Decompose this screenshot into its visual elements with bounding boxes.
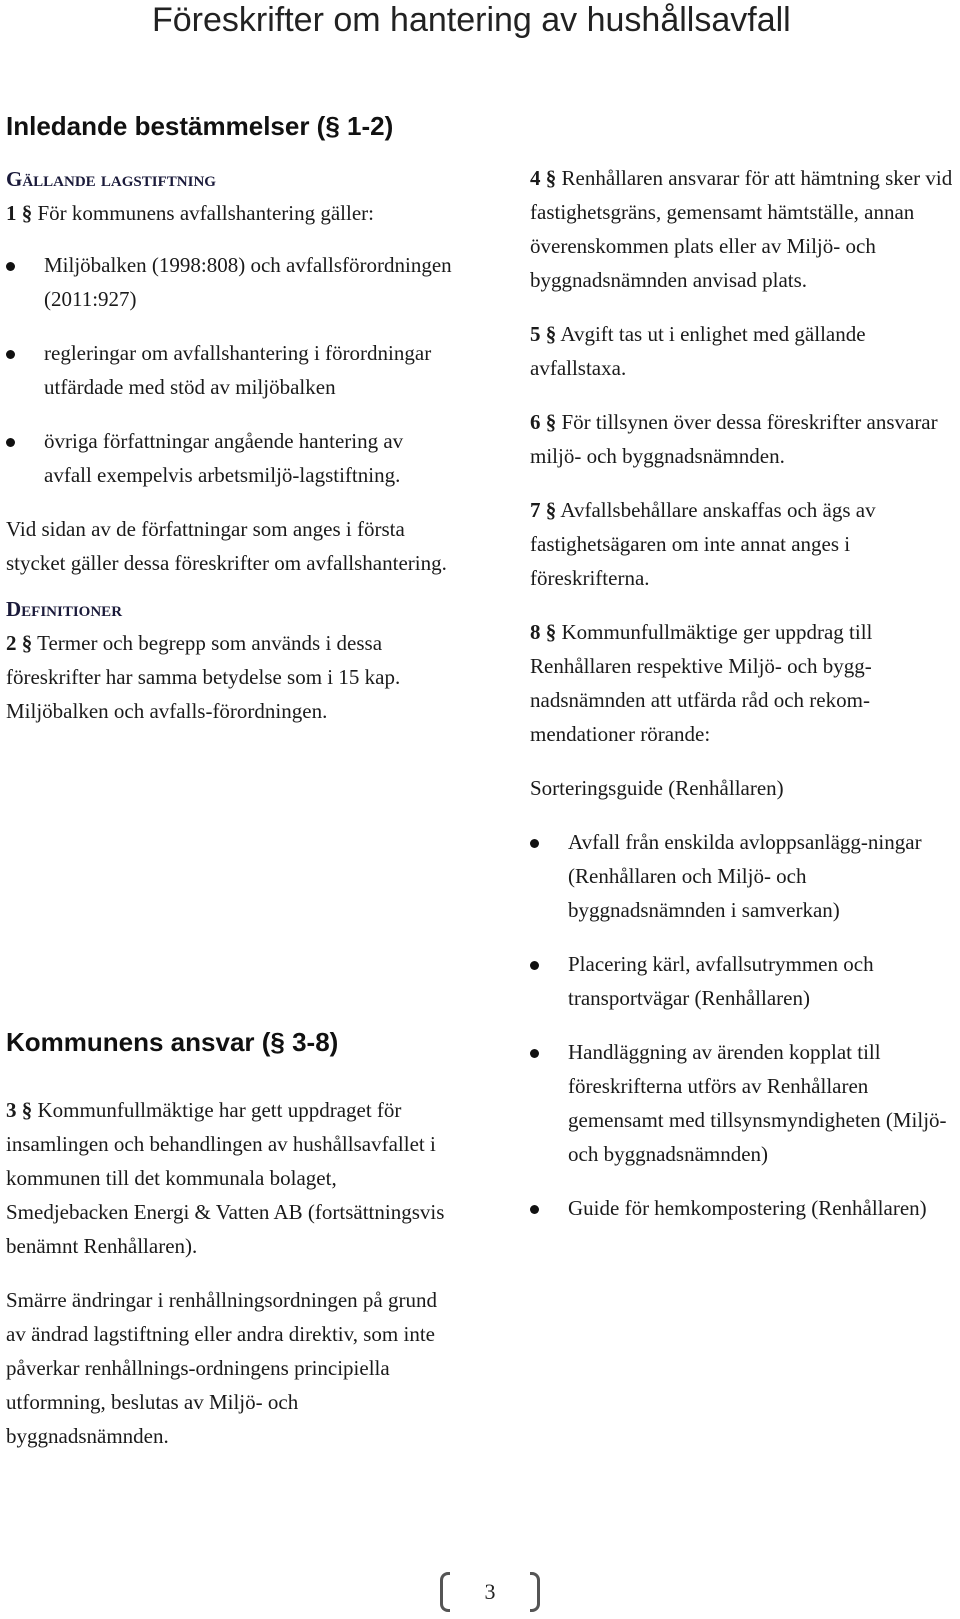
page-number-box: [440, 1572, 540, 1616]
bullet-icon: [530, 1049, 539, 1058]
bullet-list-rad: [530, 825, 955, 1225]
list-item: Handläggning av ärenden kopplat till föreskrifterna utförs av Renhållaren gemensamt med tillsynsmyndigheten (Miljö- och byggnadsnämnden): [530, 1035, 955, 1171]
paragraph-text: Avgift tas ut i enlighet med gällande avfallstaxa.: [530, 322, 866, 380]
list-item: Miljöbalken (1998:808) och avfallsförordningen (2011:927): [6, 248, 456, 316]
paragraph-number: 4 §: [530, 166, 557, 190]
page-number: 3: [484, 1579, 496, 1604]
paragraph-smarre-andringar: Smärre ändringar i renhållningsordningen på grund av ändrad lagstiftning eller andra direktiv, som inte påverkar renhållnings-ordningens principiella utformning, beslutas av Miljö- och byggnadsnämnden.: [6, 1288, 437, 1448]
bullet-list-lagstiftning: [6, 248, 456, 492]
paragraph-number: 6 §: [530, 410, 557, 434]
paragraph-text: För tillsynen över dessa föreskrifter ansvarar miljö- och byggnadsnämnden.: [530, 410, 938, 468]
paragraph-text: Avfallsbehållare anskaffas och ägs av fastighetsägaren om inte annat anges i föreskrifterna.: [530, 498, 876, 590]
paragraph-number: 2 §: [6, 631, 33, 655]
right-bracket-icon: [530, 1572, 540, 1612]
bullet-icon: [6, 350, 15, 359]
bullet-icon: [530, 1205, 539, 1214]
bullet-icon: [6, 262, 15, 271]
paragraph-8: [530, 615, 955, 751]
paragraph-sorteringsguide: Sorteringsguide (Renhållaren): [530, 776, 784, 800]
list-item: Avfall från enskilda avloppsanlägg-ningar (Renhållaren och Miljö- och byggnadsnämnden i samverkan): [530, 825, 955, 927]
paragraph-text: Termer och begrepp som används i dessa föreskrifter har samma betydelse som i 15 kap. Miljöbalken och avfalls-förordningen.: [6, 631, 401, 723]
paragraph-number: 3 §: [6, 1098, 33, 1122]
section-heading-kommunens-ansvar: Kommunens ansvar (§ 3-8): [6, 1027, 339, 1057]
paragraph-text: Kommunfullmäktige har gett uppdraget för insamlingen och behandlingen av hushållsavfallet i kommunen till det kommunala bolaget, Smedjebacken Energi & Vatten AB (fortsättningsvis benämnt Renhållaren).: [6, 1098, 445, 1258]
paragraph-number: 7 §: [530, 498, 557, 522]
paragraph-number: 1 §: [6, 201, 33, 225]
paragraph-2: [6, 626, 456, 728]
paragraph-number: 5 §: [530, 322, 557, 346]
paragraph-6: [530, 405, 955, 473]
paragraph-5: [530, 317, 955, 385]
subheading-gallande-lagstiftning: Gällande lagstiftning: [6, 167, 216, 191]
list-item: regleringar om avfallshantering i förordningar utfärdade med stöd av miljöbalken: [6, 336, 456, 404]
paragraph-7: [530, 493, 955, 595]
paragraph-text: Kommunfullmäktige ger uppdrag till Renhållaren respektive Miljö- och bygg-nadsnämnden att utfärda råd och rekom-mendationer rörande:: [530, 620, 873, 746]
bullet-icon: [530, 839, 539, 848]
right-column: [530, 161, 955, 1225]
paragraph-text: För kommunens avfallshantering gäller:: [32, 201, 375, 225]
subheading-definitioner: Definitioner: [6, 597, 123, 621]
list-item: Guide för hemkompostering (Renhållaren): [530, 1191, 955, 1225]
paragraph-number: 8 §: [530, 620, 557, 644]
paragraph-1: [6, 196, 456, 230]
list-item: övriga författningar angående hantering av avfall exempelvis arbetsmiljö-lagstiftning.: [6, 424, 456, 492]
page-title: Föreskrifter om hantering av hushållsavfall: [152, 1, 791, 39]
paragraph-text: Renhållaren ansvarar för att hämtning sker vid fastighetsgräns, gemensamt hämtställe, annan överenskommen plats eller av Miljö- och byggnadsnämnden anvisad plats.: [530, 166, 953, 292]
left-column-lower: [6, 1093, 456, 1453]
list-item: Placering kärl, avfallsutrymmen och transportvägar (Renhållaren): [530, 947, 955, 1015]
paragraph-vid-sidan: Vid sidan av de författningar som anges i första stycket gäller dessa föreskrifter om avfallshantering.: [6, 517, 447, 575]
section-heading-inledande: Inledande bestämmelser (§ 1-2): [6, 111, 394, 141]
left-column: [6, 110, 456, 728]
paragraph-3: [6, 1093, 456, 1263]
paragraph-4: [530, 161, 955, 297]
bullet-icon: [6, 438, 15, 447]
bullet-icon: [530, 961, 539, 970]
